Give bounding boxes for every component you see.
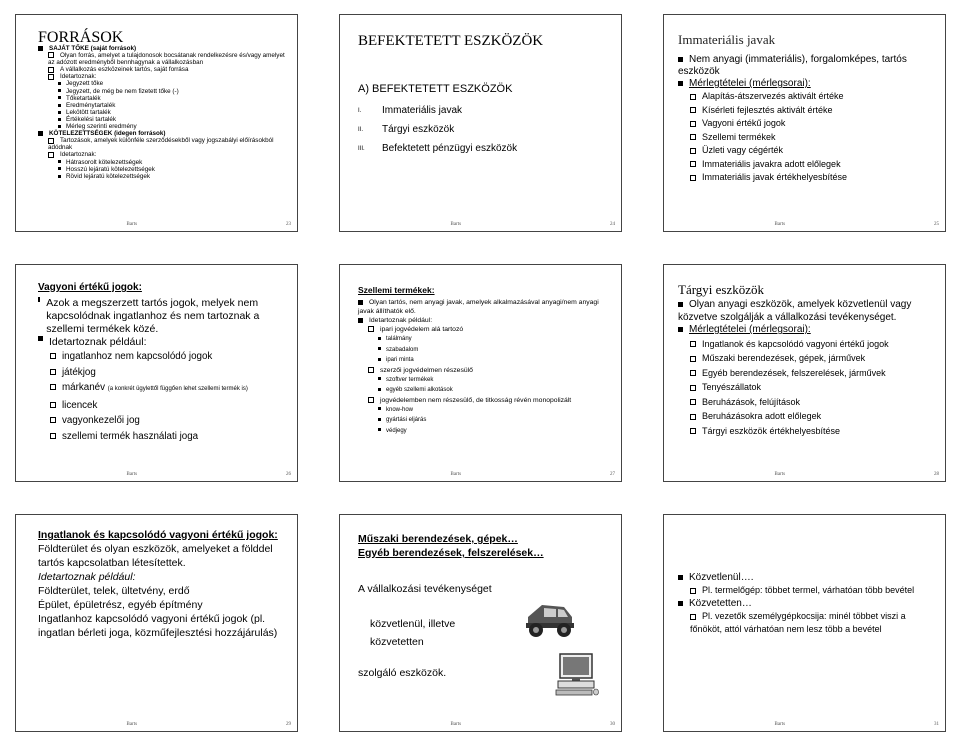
list-item: Eredménytartalék xyxy=(38,102,291,109)
list-item: szoftver termékek xyxy=(358,375,615,386)
list-item: Pl. termelőgép: többet termel, várhatóan több bevétel xyxy=(678,584,939,597)
list-item: ingatlanhoz nem kapcsolódó jogok xyxy=(38,349,291,365)
slide-number: 26 xyxy=(286,472,291,477)
item-text: Befektetett pénzügyi eszközök xyxy=(382,143,518,154)
slide-content xyxy=(358,298,615,436)
list-item xyxy=(358,139,517,158)
list-item: Azok a megszerzett tartós jogok, melyek nem kapcsolódnak ingatlanhoz és nem tartoznak a szellemi termékek közé. xyxy=(38,297,291,336)
slide-footer-label: Barts xyxy=(450,722,462,727)
slide-content xyxy=(678,571,939,636)
item-list xyxy=(358,101,517,158)
slide-subtitle: A) BEFEKTETETT ESZKÖZÖK xyxy=(358,83,513,95)
list-item: Beruházások, felújítások xyxy=(678,395,939,410)
list-item: Értékelési tartalék xyxy=(38,116,291,123)
list-item: jogvédelemben nem részesülő, de titkosság révén monopolizált xyxy=(358,396,615,405)
list-item: Tartozások, amelyek különféle szerződésekből vagy jogszabályi előírásokból adódnak xyxy=(38,137,291,151)
list-item xyxy=(678,78,939,90)
list-item: egyéb szellemi alkotások xyxy=(358,385,615,396)
list-item: Olyan anyagi eszközök, amelyek közvetlenül vagy közvetve szolgálják a vállalkozási tevékenységet. xyxy=(678,299,939,324)
list-item: védjegy xyxy=(358,426,615,437)
paragraph: A vállalkozási tevékenységet xyxy=(358,583,492,595)
list-item: vagyonkezelői jog xyxy=(38,413,291,429)
slide-footer-label: Barts xyxy=(126,222,138,227)
list-item: Ingatlanok és kapcsolódó vagyoni értékű jogok xyxy=(678,337,939,352)
list-item: Közvetlenül…. xyxy=(678,571,939,584)
slide-footer-label: Barts xyxy=(450,472,462,477)
list-item xyxy=(358,120,517,139)
item-text: Mérlegtételei (mérlegsorai): xyxy=(689,78,811,89)
list-item: Pl. vezetők személygépkocsija: minél többet viszi a főnököt, attól várhatóan nem lesz több a bevétel xyxy=(678,610,939,636)
list-item: Idetartoznak: xyxy=(38,73,291,80)
item-note: (a konkrét ügylettől függően lehet szellemi termék is) xyxy=(107,386,248,392)
list-item: Olyan tartós, nem anyagi javak, amelyek alkalmazásával anyagi/nem anyagi javak állíthatók elő. xyxy=(358,298,615,316)
list-item: Rövid lejáratú kötelezettségek xyxy=(38,173,291,180)
slide-heading: Műszaki berendezések, gépek… xyxy=(358,533,518,545)
list-item: Hosszú lejáratú kötelezettségek xyxy=(38,166,291,173)
list-item: szellemi termék használati joga xyxy=(38,429,291,445)
list-item: Idetartoznak: xyxy=(38,151,291,158)
list-item: Jegyzett, de még be nem fizetett tőke (-) xyxy=(38,88,291,95)
slide-content xyxy=(38,528,291,640)
list-item: ipari minta xyxy=(358,355,615,366)
roman-numeral: III. xyxy=(358,145,365,152)
slide-number: 31 xyxy=(934,722,939,727)
list-item: Hátrasorolt kötelezettségek xyxy=(38,159,291,166)
slide-number: 30 xyxy=(610,722,615,727)
paragraph: Ingatlanhoz kapcsolódó vagyoni értékű jogok (pl. ingatlan bérleti joga, közműfejlesztési hozzájárulás) xyxy=(38,613,278,639)
list-item xyxy=(678,324,939,337)
list-item: Olyan forrás, amelyet a tulajdonosok bocsátanak rendelkezésre és/vagy amelyet az adózott eredményből bennhagynak a vállalkozásban xyxy=(38,52,291,66)
slide-23 xyxy=(15,14,298,232)
list-item: ipari jogvédelem alá tartozó xyxy=(358,325,615,334)
slide-content xyxy=(678,299,939,438)
slide-title: Szellemi termékek: xyxy=(358,285,435,295)
list-item: Üzleti vagy cégérték xyxy=(678,144,939,158)
slide-footer-label: Barts xyxy=(774,222,786,227)
list-item: Lekötött tartalék xyxy=(38,109,291,116)
slide-footer-label: Barts xyxy=(450,222,462,227)
slide-footer-label: Barts xyxy=(126,472,138,477)
list-item: Immateriális javakra adott előlegek xyxy=(678,158,939,172)
list-item: Szellemi termékek xyxy=(678,131,939,145)
list-item: Beruházásokra adott előlegek xyxy=(678,409,939,424)
paragraph: Földterület, telek, ültetvény, erdő xyxy=(38,585,190,597)
item-text: Tárgyi eszközök xyxy=(382,124,455,135)
list-item: SAJÁT TŐKE (saját források) xyxy=(38,45,291,52)
list-item: know-how xyxy=(358,405,615,416)
slide-number: 24 xyxy=(610,222,615,227)
slide-content xyxy=(678,54,939,185)
slide-content xyxy=(38,45,291,180)
item-text: márkanév xyxy=(62,382,106,393)
list-item: Nem anyagi (immateriális), forgalomképes, tartós eszközök xyxy=(678,54,939,78)
roman-numeral: II. xyxy=(358,126,364,133)
slide-27 xyxy=(339,264,622,482)
slide-title: Immateriális javak xyxy=(678,32,776,47)
slide-footer-label: Barts xyxy=(774,472,786,477)
list-item: Műszaki berendezések, gépek, járművek xyxy=(678,351,939,366)
list-item: KÖTELEZETTSÉGEK (idegen források) xyxy=(38,130,291,137)
slide-number: 23 xyxy=(286,222,291,227)
truck-icon xyxy=(520,595,580,640)
list-item: A vállalkozás eszközeinek tartós, saját forrása xyxy=(38,66,291,73)
list-item: Immateriális javak értékhelyesbítése xyxy=(678,171,939,185)
list-item: Közvetetten… xyxy=(678,597,939,610)
slide-26 xyxy=(15,264,298,482)
slide-footer-label: Barts xyxy=(126,722,138,727)
list-item: Kísérleti fejlesztés aktivált értéke xyxy=(678,104,939,118)
paragraph: közvetlenül, illetve xyxy=(370,618,456,630)
paragraph: szolgáló eszközök. xyxy=(358,667,447,679)
slide-number: 29 xyxy=(286,722,291,727)
list-item: licencek xyxy=(38,398,291,414)
list-item: Alapítás-átszervezés aktivált értéke xyxy=(678,90,939,104)
slide-title: Tárgyi eszközök xyxy=(678,282,765,297)
paragraph: Épület, épületrész, egyéb építmény xyxy=(38,599,203,611)
slide-29 xyxy=(15,514,298,732)
slide-number: 28 xyxy=(934,472,939,477)
slide-heading: Egyéb berendezések, felszerelések… xyxy=(358,547,544,559)
list-item: találmány xyxy=(358,334,615,345)
list-item: Vagyoni értékű jogok xyxy=(678,117,939,131)
slide-24 xyxy=(339,14,622,232)
roman-numeral: I. xyxy=(358,107,362,114)
slide-title: BEFEKTETETT ESZKÖZÖK xyxy=(358,33,544,49)
slide-content xyxy=(358,532,615,560)
list-item: Jegyzett tőke xyxy=(38,80,291,87)
slide-31 xyxy=(663,514,946,732)
slide-heading: Ingatlanok és kapcsolódó vagyoni értékű jogok: xyxy=(38,529,278,541)
list-item: Mérleg szerinti eredmény xyxy=(38,123,291,130)
paragraph: Földterület és olyan eszközök, amelyeket a földdel tartós kapcsolatban létesítettek. xyxy=(38,543,273,569)
slide-number: 27 xyxy=(610,472,615,477)
list-item: Tenyészállatok xyxy=(678,380,939,395)
list-item: játékjog xyxy=(38,365,291,381)
slide-30 xyxy=(339,514,622,732)
slide-25 xyxy=(663,14,946,232)
list-item xyxy=(358,101,517,120)
item-text: Immateriális javak xyxy=(382,105,463,116)
paragraph: közvetetten xyxy=(370,636,424,648)
paragraph: Idetartoznak például: xyxy=(38,571,136,583)
list-item: szerzői jogvédelmen részesülő xyxy=(358,366,615,375)
list-item: Egyéb berendezések, felszerelések, járművek xyxy=(678,366,939,381)
list-item: szabadalom xyxy=(358,345,615,356)
slide-title: FORRÁSOK xyxy=(38,29,124,46)
item-text: Mérlegtételei (mérlegsorai): xyxy=(689,324,811,335)
list-item xyxy=(38,380,291,398)
slide-number: 25 xyxy=(934,222,939,227)
slide-content xyxy=(38,297,291,444)
list-item: Idetartoznak például: xyxy=(38,336,291,349)
list-item: Tőketartalék xyxy=(38,95,291,102)
list-item: Tárgyi eszközök értékhelyesbítése xyxy=(678,424,939,439)
list-item: gyártási eljárás xyxy=(358,415,615,426)
slide-footer-label: Barts xyxy=(774,722,786,727)
list-item: Idetartoznak például: xyxy=(358,316,615,325)
computer-icon xyxy=(552,650,600,698)
slide-title: Vagyoni értékű jogok: xyxy=(38,282,142,293)
slide-28 xyxy=(663,264,946,482)
